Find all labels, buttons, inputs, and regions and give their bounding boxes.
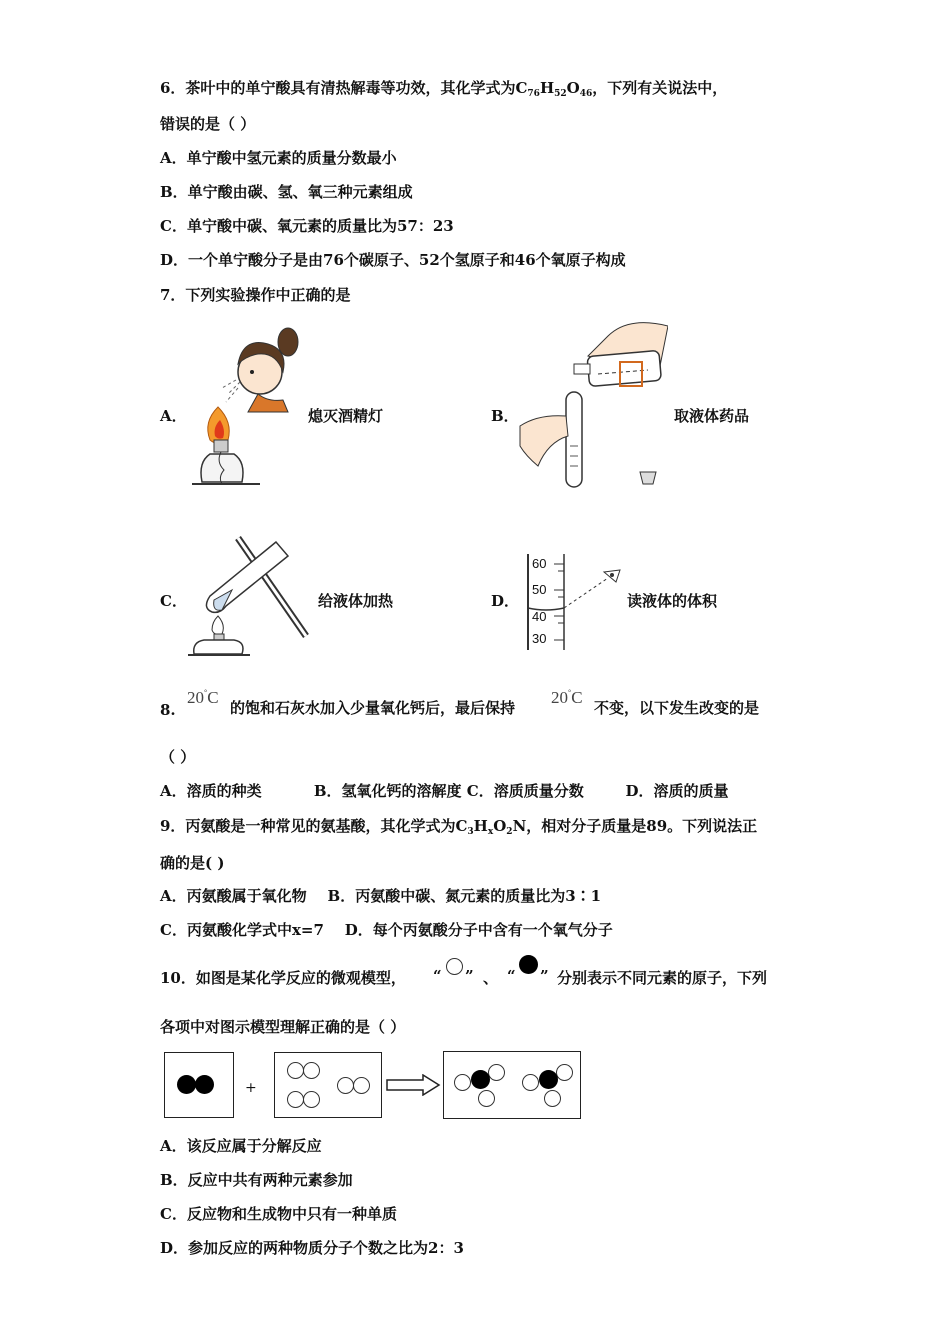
- q7-option-b-caption: 取液体药品: [674, 407, 750, 425]
- q10-option-d: D．参加反应的两种物质分子个数之比为2：3: [160, 1239, 464, 1257]
- pour-liquid-illustration: [518, 316, 668, 491]
- q10-stem-a: 10．如图是某化学反应的微观模型，: [160, 969, 406, 987]
- reactant-box-2: [274, 1052, 382, 1118]
- q7-option-a-letter: A．: [160, 407, 187, 425]
- cylinder-tick-60: 60: [532, 556, 547, 571]
- q10-quote-open-1: “: [433, 967, 442, 985]
- white-atom: [353, 1077, 370, 1094]
- white-atom: [337, 1077, 354, 1094]
- q7-option-b-letter: B．: [491, 407, 519, 425]
- blow-out-lamp-illustration: [188, 322, 308, 492]
- black-atom-icon: [519, 955, 538, 974]
- graduated-cylinder-illustration: [524, 552, 634, 654]
- q6-option-a: A．单宁酸中氢元素的质量分数最小: [160, 149, 397, 167]
- white-atom: [287, 1062, 304, 1079]
- white-atom: [478, 1090, 495, 1107]
- white-atom: [287, 1091, 304, 1108]
- product-box: [443, 1051, 581, 1119]
- q6-stem: 6．茶叶中的单宁酸具有清热解毒等功效，其化学式为$C_{76}H_{52}O_{46}$，下列有关说法中，: [160, 79, 728, 99]
- black-atom: [471, 1070, 490, 1089]
- black-atom: [195, 1075, 214, 1094]
- white-atom: [303, 1062, 320, 1079]
- q6-option-d: D．一个单宁酸分子是由76个碳原子、52个氢原子和46个氧原子构成: [160, 251, 626, 269]
- q7-option-c-letter: C．: [160, 592, 187, 610]
- q8-stem-b: 不变，以下发生改变的是: [594, 699, 760, 717]
- q10-quote-open-2: “: [507, 967, 516, 985]
- reactant-box-1: [164, 1052, 234, 1118]
- q6-option-c: C．单宁酸中碳、氧元素的质量比为57：23: [160, 217, 454, 235]
- q10-separator: 、: [483, 969, 499, 987]
- q10-stem-line2: 各项中对图示模型理解正确的是（ ）: [160, 1018, 406, 1036]
- q7-option-a-caption: 熄灭酒精灯: [308, 407, 384, 425]
- q9-stem: 9．丙氨酸是一种常见的氨基酸，其化学式为$C_3H_xO_2N$，相对分子质量是89。下列说法正: [160, 817, 758, 837]
- white-atom-icon: [446, 958, 463, 975]
- q8-temperature-2: 20°C: [551, 688, 583, 707]
- cylinder-tick-50: 50: [532, 582, 547, 597]
- q6-option-b: B．单宁酸由碳、氢、氧三种元素组成: [160, 183, 413, 201]
- q10-option-a: A．该反应属于分解反应: [160, 1137, 322, 1155]
- cylinder-tick-40: 40: [532, 609, 547, 624]
- q10-option-b: B．反应中共有两种元素参加: [160, 1171, 353, 1189]
- q8-temperature-1: 20°C: [187, 688, 219, 707]
- q8-stem-a: 的饱和石灰水加入少量氧化钙后，最后保持: [230, 699, 516, 717]
- white-atom: [544, 1090, 561, 1107]
- q10-option-c: C．反应物和生成物中只有一种单质: [160, 1205, 397, 1223]
- plus-sign: +: [245, 1080, 257, 1096]
- reaction-arrow-icon: [385, 1074, 441, 1096]
- white-atom: [488, 1064, 505, 1081]
- white-atom: [303, 1091, 320, 1108]
- q10-quote-close-2: ”: [540, 967, 549, 985]
- q8-options: A．溶质的种类 B．氢氧化钙的溶解度 C．溶质质量分数 D．溶质的质量: [160, 782, 729, 800]
- q9-options-cd: C．丙氨酸化学式中x=7 D．每个丙氨酸分子中含有一个氧气分子: [160, 921, 613, 939]
- q7-option-d-letter: D．: [491, 592, 520, 610]
- white-atom: [454, 1074, 471, 1091]
- q7-stem: 7．下列实验操作中正确的是: [160, 286, 351, 304]
- white-atom: [522, 1074, 539, 1091]
- cylinder-tick-30: 30: [532, 631, 547, 646]
- black-atom: [539, 1070, 558, 1089]
- heat-liquid-illustration: [188, 530, 318, 660]
- q6-stem-line2: 错误的是（ ）: [160, 115, 256, 133]
- q10-stem-b: 分别表示不同元素的原子，下列: [557, 969, 768, 987]
- white-atom: [556, 1064, 573, 1081]
- q8-number: 8.: [160, 701, 176, 719]
- q8-paren: （ ）: [160, 748, 196, 766]
- q9-options-ab: A．丙氨酸属于氧化物 B．丙氨酸中碳、氮元素的质量比为3∶1: [160, 887, 602, 905]
- black-atom: [177, 1075, 196, 1094]
- q7-option-c-caption: 给液体加热: [318, 592, 394, 610]
- q10-quote-close-1: ”: [465, 967, 474, 985]
- q7-option-d-caption: 读液体的体积: [627, 592, 718, 610]
- q9-stem-line2: 确的是( ): [160, 854, 225, 872]
